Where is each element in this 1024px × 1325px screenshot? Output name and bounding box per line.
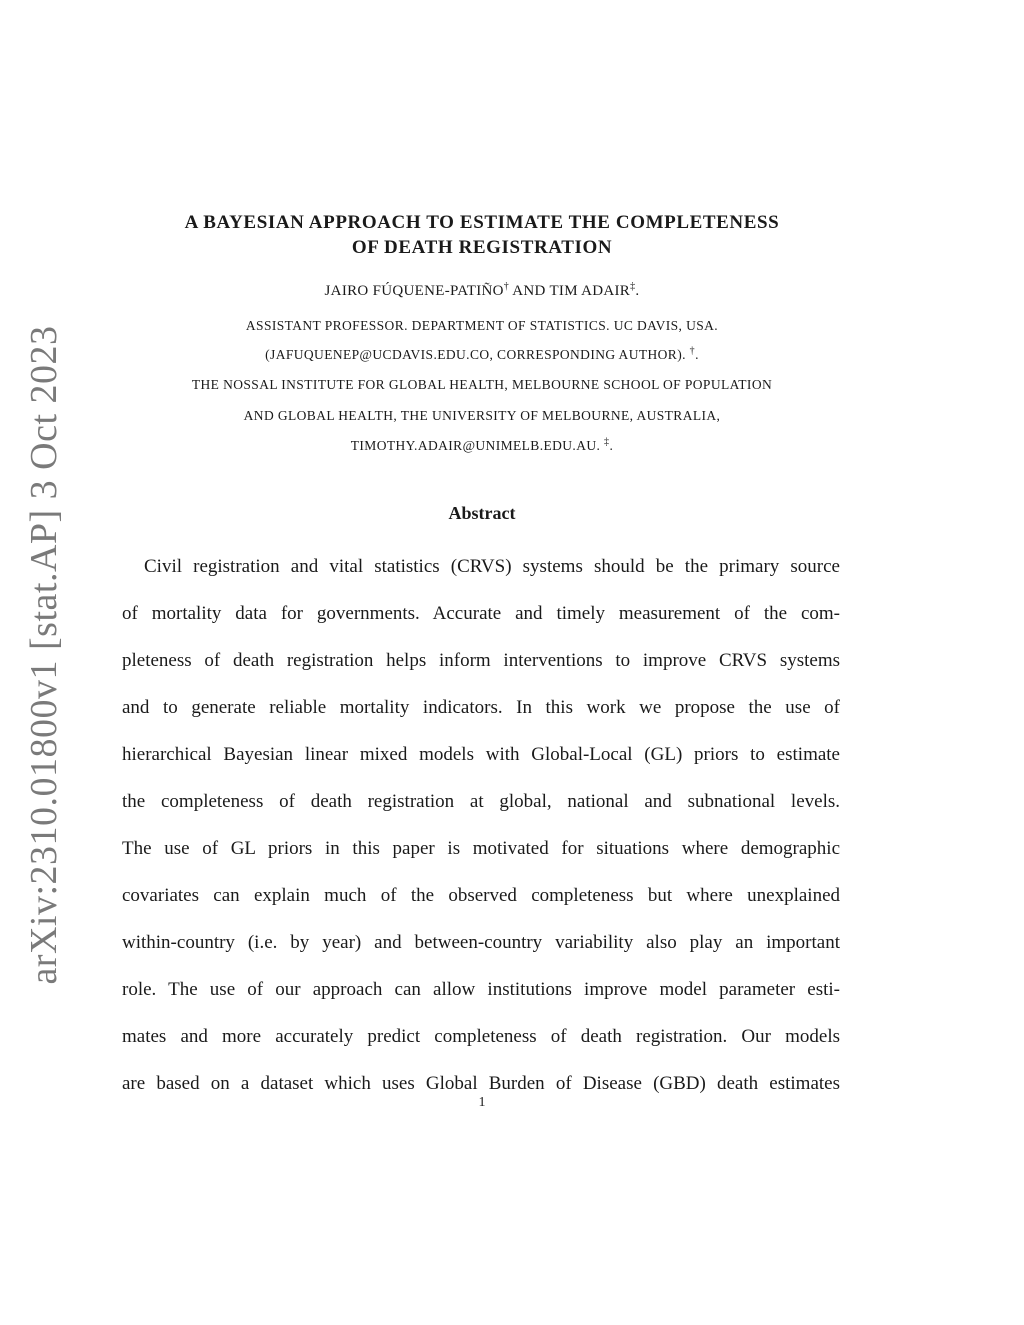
abstract-line: Civil registration and vital statistics (CRVS) systems should be the primary source [144, 556, 840, 577]
abstract-line: role. The use of our approach can allow institutions improve model parameter esti- [122, 979, 840, 1000]
abstract-line: are based on a dataset which uses Global Burden of Disease (GBD) death estimates [122, 1073, 840, 1094]
abstract-line: the completeness of death registration at global, national and subnational levels. [122, 791, 840, 812]
author-1-name: JAIRO FÚQUENE-PATIÑO [324, 283, 504, 299]
abstract-line: pleteness of death registration helps inform interventions to improve CRVS systems [122, 650, 840, 671]
affiliation-email-1: (JAFUQUENEP@UCDAVIS.EDU.CO, CORRESPONDING AUTHOR). [265, 347, 690, 362]
affiliation-line-4: AND GLOBAL HEALTH, THE UNIVERSITY OF MELBOURNE, AUSTRALIA, [243, 408, 721, 423]
abstract-line: hierarchical Bayesian linear mixed models with Global-Local (GL) priors to estimate [122, 744, 840, 765]
affiliation-5-mark: ‡ [604, 436, 610, 448]
author-1-footnote-mark: † [503, 281, 510, 292]
author-line [0, 283, 964, 300]
author-line-end: . [635, 283, 640, 299]
affiliation-line-3: THE NOSSAL INSTITUTE FOR GLOBAL HEALTH, MELBOURNE SCHOOL OF POPULATION [191, 377, 773, 392]
abstract-line: mates and more accurately predict completeness of death registration. Our models [122, 1026, 840, 1047]
author-conjunction: AND TIM ADAIR [509, 283, 631, 299]
abstract-heading: Abstract [448, 503, 516, 523]
affiliation-2-end: . [695, 347, 699, 362]
author-2-footnote-mark: ‡ [630, 281, 636, 292]
abstract-line: within-country (i.e. by year) and between-country variability also play an important [122, 932, 840, 953]
affiliation-line-1: ASSISTANT PROFESSOR. DEPARTMENT OF STATISTICS. UC DAVIS, USA. [245, 318, 719, 333]
page-number: 1 [478, 1095, 486, 1110]
affiliation-2-mark: † [689, 345, 696, 357]
abstract-line: covariates can explain much of the observed completeness but where unexplained [122, 885, 840, 906]
paper-title [0, 210, 964, 260]
title-line-2: OF DEATH REGISTRATION [351, 237, 613, 258]
abstract-line: of mortality data for governments. Accurate and timely measurement of the com- [122, 603, 840, 624]
abstract-line: The use of GL priors in this paper is motivated for situations where demographic [122, 838, 840, 859]
affiliation-line-5 [0, 438, 964, 454]
arxiv-identifier: arXiv:2310.01800v1 [stat.AP] 3 Oct 2023 [23, 325, 65, 985]
affiliation-5-end: . [609, 438, 614, 453]
abstract-line: and to generate reliable mortality indicators. In this work we propose the use of [122, 697, 840, 718]
title-line-1: A BAYESIAN APPROACH TO ESTIMATE THE COMPLETENESS [184, 212, 780, 233]
abstract-body [122, 553, 840, 1117]
affiliation-line-2 [0, 347, 964, 363]
affiliation-email-2: TIMOTHY.ADAIR@UNIMELB.EDU.AU. [350, 438, 605, 453]
